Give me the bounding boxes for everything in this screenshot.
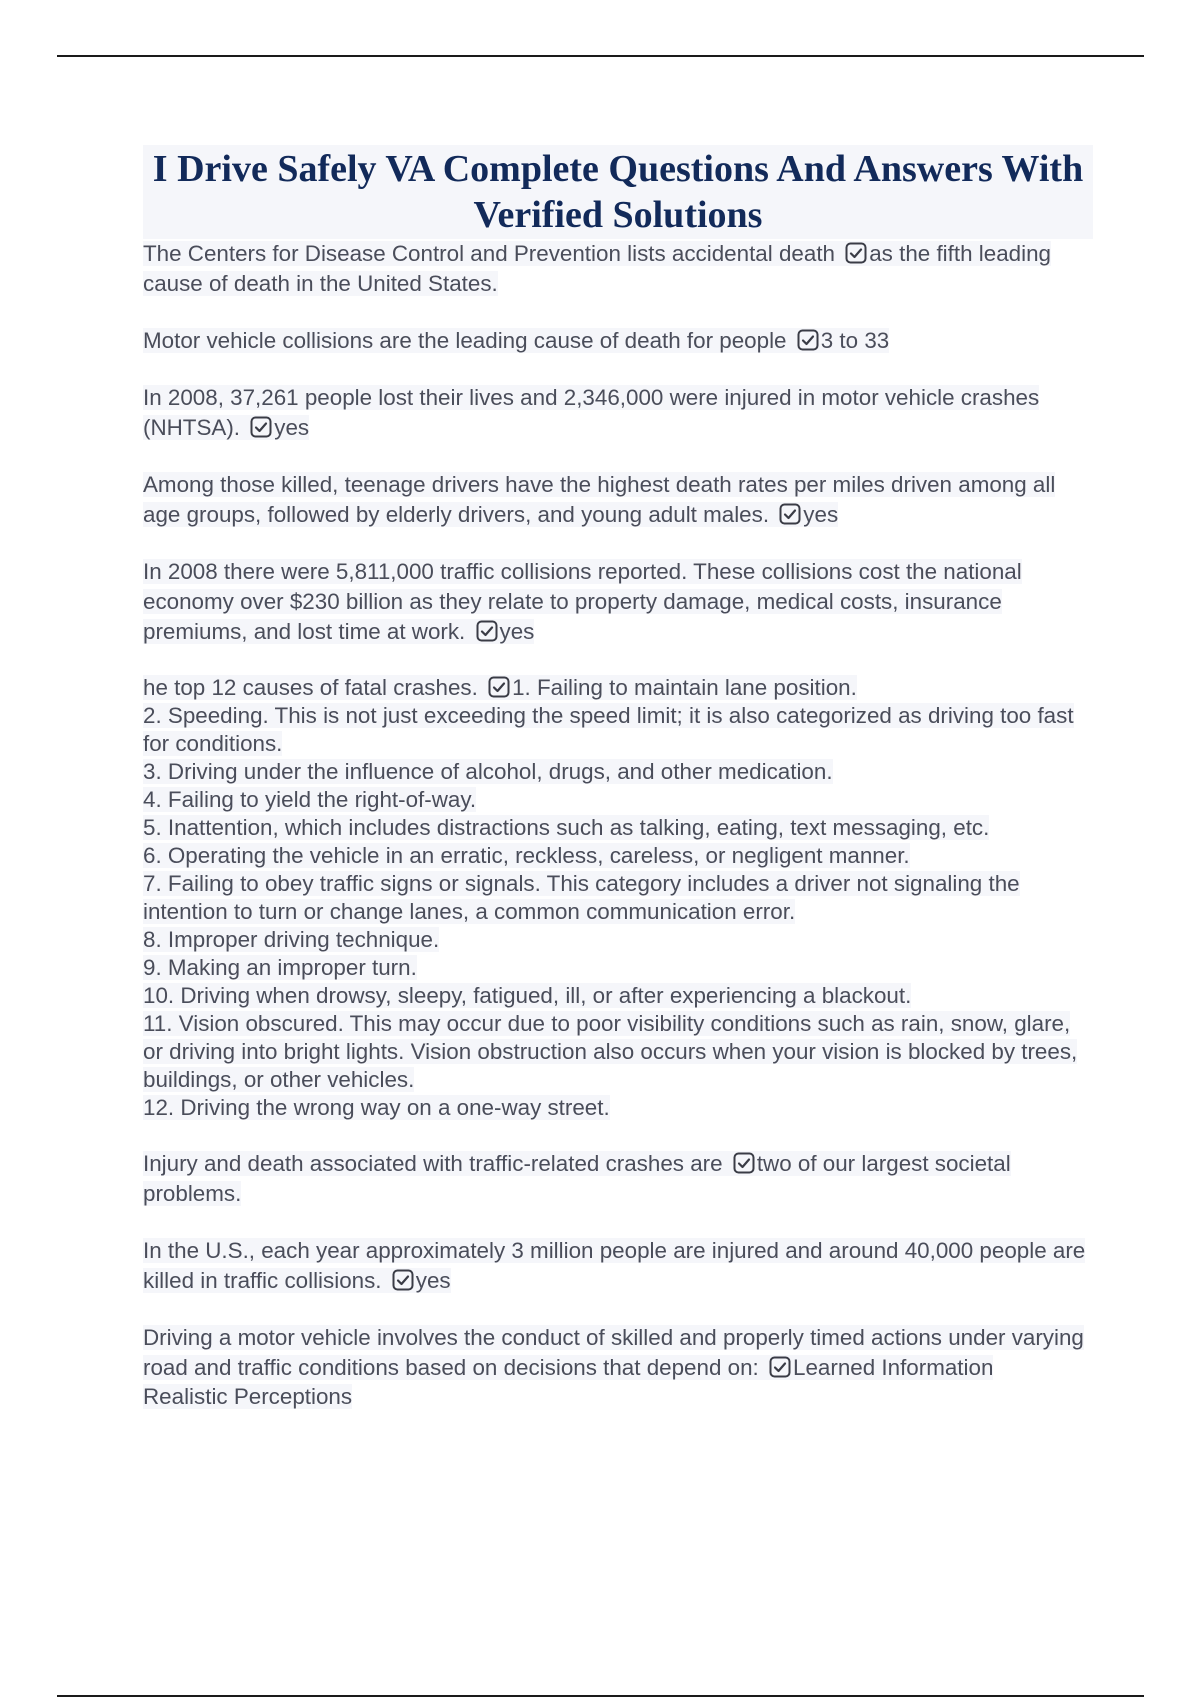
list-item-text: 10. Driving when drowsy, sleepy, fatigued, ill, or after experiencing a blackout.: [143, 983, 912, 1008]
list-item-text: 8. Improper driving technique.: [143, 927, 440, 952]
list-item: [143, 870, 1093, 926]
check-square-icon: [845, 242, 867, 264]
qa-item: [143, 557, 1093, 647]
list-item-text: 6. Operating the vehicle in an erratic, reckless, careless, or negligent manner.: [143, 843, 910, 868]
bottom-rule: [57, 1695, 1144, 1697]
question-text: Motor vehicle collisions are the leading cause of death for people: [143, 328, 787, 353]
list-item: [143, 954, 1093, 982]
check-square-icon: [392, 1269, 414, 1291]
list-item: [143, 758, 1093, 786]
list-item: [143, 842, 1093, 870]
question-text: In the U.S., each year approximately 3 million people are injured and around 40,000 people are killed in traffic collisions.: [143, 1238, 1086, 1293]
answer-text: as the fifth leading cause of death in the United States.: [143, 241, 1051, 296]
list-item-text: 7. Failing to obey traffic signs or signals. This category includes a driver not signaling the intention to turn or change lanes, a common communication error.: [143, 871, 1020, 924]
qa-item: [143, 470, 1093, 530]
question-text: In 2008, 37,261 people lost their lives and 2,346,000 were injured in motor vehicle crashes (NHTSA).: [143, 385, 1040, 440]
list-item-text: 3. Driving under the influence of alcohol, drugs, and other medication.: [143, 759, 833, 784]
question-text: Driving a motor vehicle involves the conduct of skilled and properly timed actions under varying road and traffic conditions based on decisions that depend on:: [143, 1325, 1084, 1380]
qa-list: [143, 239, 1093, 647]
question-text: he top 12 causes of fatal crashes.: [143, 675, 478, 700]
question-text: In 2008 there were 5,811,000 traffic collisions reported. These collisions cost the national economy over $230 billion as they relate to property damage, medical costs, insurance premiums, and lost time at work.: [143, 559, 1022, 644]
qa-item: [143, 383, 1093, 443]
answer-text: 3 to 33: [820, 328, 890, 353]
causes-header: [143, 674, 1093, 702]
list-item: [143, 786, 1093, 814]
list-item-text: 11. Vision obscured. This may occur due to poor visibility conditions such as rain, snow, glare, or driving into bright lights. Vision obstruction also occurs when your vision is blocked by trees, buildings, or other vehicles.: [143, 1011, 1078, 1092]
check-square-icon: [797, 329, 819, 351]
causes-list: [143, 702, 1093, 1122]
list-item-text: 12. Driving the wrong way on a one-way street.: [143, 1095, 610, 1120]
list-item-text: 9. Making an improper turn.: [143, 955, 417, 980]
document-body: [143, 145, 1093, 1438]
list-item: [143, 702, 1093, 758]
qa-item: [143, 1236, 1093, 1296]
question-text: Injury and death associated with traffic-related crashes are: [143, 1151, 723, 1176]
list-item-text: 5. Inattention, which includes distractions such as talking, eating, text messaging, etc.: [143, 815, 990, 840]
answer-text: yes: [274, 415, 310, 440]
check-square-icon: [476, 620, 498, 642]
qa-item: [143, 1149, 1093, 1209]
qa-item: [143, 326, 1093, 356]
list-item: [143, 1010, 1093, 1094]
list-item: [143, 982, 1093, 1010]
answer-text: 1. Failing to maintain lane position.: [512, 675, 857, 700]
answer-text: Learned Information: [793, 1355, 994, 1380]
check-square-icon: [250, 416, 272, 438]
list-item: [143, 814, 1093, 842]
top-rule: [57, 55, 1144, 57]
answer-text: yes: [803, 502, 839, 527]
qa-item-last: [143, 1323, 1093, 1411]
check-square-icon: [769, 1356, 791, 1378]
document-title: I Drive Safely VA Complete Questions And Answers With Verified Solutions: [143, 145, 1093, 239]
qa-item: [143, 239, 1093, 299]
list-item: [143, 926, 1093, 954]
answer-extra: Realistic Perceptions: [143, 1384, 353, 1409]
answer-text: yes: [499, 619, 535, 644]
answer-text: two of our largest societal problems.: [143, 1151, 1011, 1206]
list-item-text: 4. Failing to yield the right-of-way.: [143, 787, 477, 812]
check-square-icon: [488, 676, 510, 698]
qa-list-2: [143, 1149, 1093, 1296]
causes-question: [143, 674, 1093, 1122]
question-text: The Centers for Disease Control and Prevention lists accidental death: [143, 241, 835, 266]
check-square-icon: [779, 503, 801, 525]
answer-text: yes: [415, 1268, 451, 1293]
list-item-text: 2. Speeding. This is not just exceeding the speed limit; it is also categorized as driving too fast for conditions.: [143, 703, 1074, 756]
check-square-icon: [733, 1152, 755, 1174]
list-item: [143, 1094, 1093, 1122]
question-text: Among those killed, teenage drivers have the highest death rates per miles driven among all age groups, followed by elderly drivers, and young adult males.: [143, 472, 1056, 527]
